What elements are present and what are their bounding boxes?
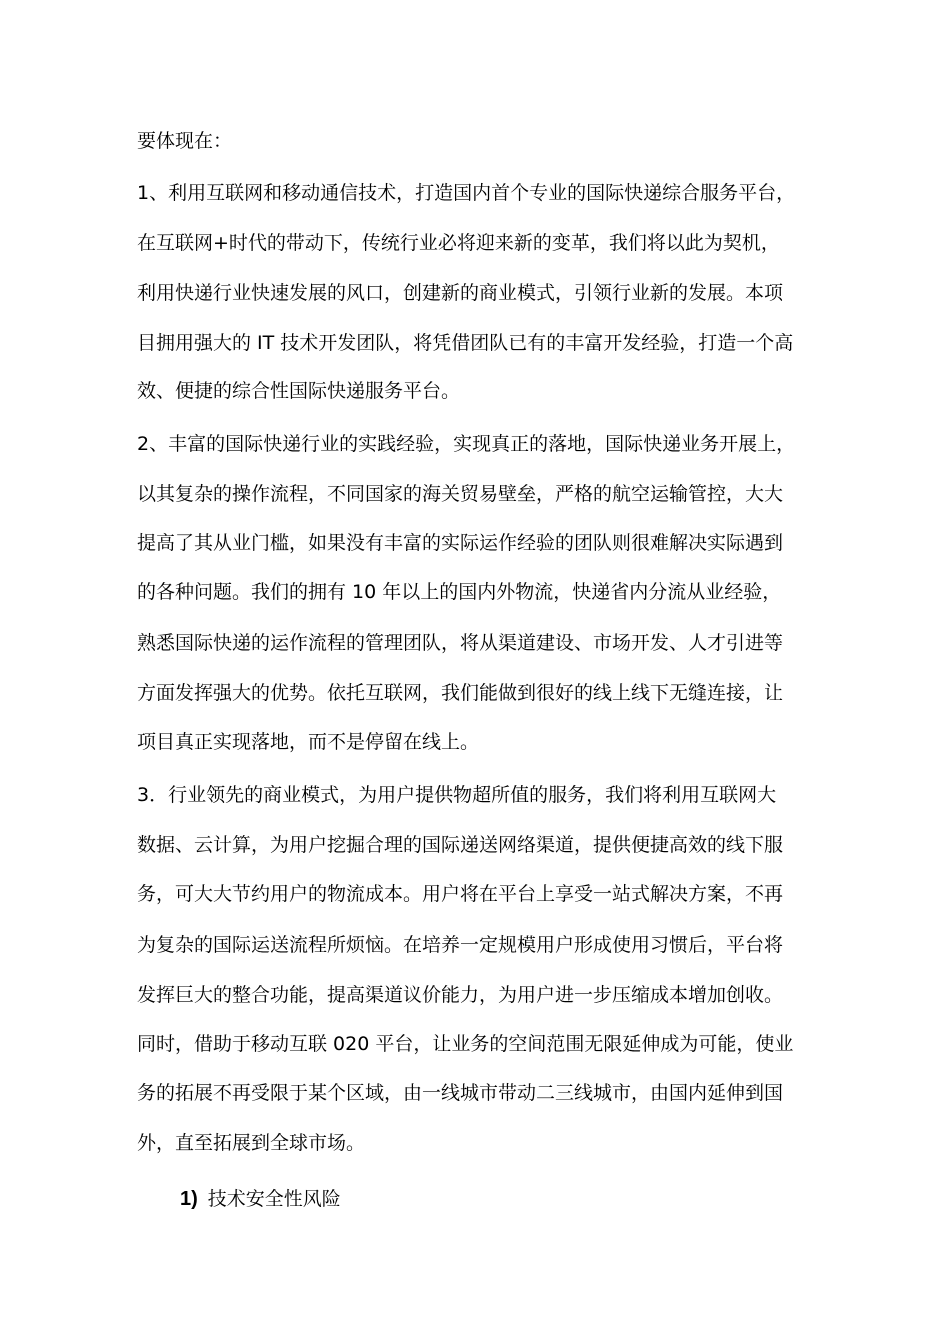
paragraph-2-line-5: 熟悉国际快递的运作流程的管理团队，将从渠道建设、市场开发、人才引进等 [137,632,784,654]
paragraph-1-line-5: 效、便捷的综合性国际快递服务平台。 [137,380,461,402]
paragraph-2-line-2: 以其复杂的操作流程，不同国家的海关贸易壁垒，严格的航空运输管控，大大 [137,483,784,505]
paragraph-2-line-7: 项目真正实现落地，而不是停留在线上。 [137,731,480,753]
paragraph-3-line-8: 外，直至拓展到全球市场。 [137,1132,366,1154]
paragraph-2-line-6: 方面发挥强大的优势。依托互联网，我们能做到很好的线上线下无缝连接，让 [137,682,784,704]
paragraph-3-line-7: 务的拓展不再受限于某个区域，由一线城市带动二三线城市，由国内延伸到国 [137,1082,784,1104]
paragraph-1-line-3: 利用快递行业快速发展的风口，创建新的商业模式，引领行业新的发展。本项 [137,282,784,304]
section-heading [180,1186,341,1212]
section-heading-number: 1) [180,1188,198,1210]
paragraph-3-line-1: 3．行业领先的商业模式，为用户提供物超所值的服务，我们将利用互联网大 [137,784,777,806]
intro-line: 要体现在： [137,130,233,152]
section-heading-title: 技术安全性风险 [207,1188,341,1210]
paragraph-3-line-4: 为复杂的国际运送流程所烦恼。在培养一定规模用户形成使用习惯后，平台将 [137,934,784,956]
paragraph-3-line-5: 发挥巨大的整合功能，提高渠道议价能力，为用户进一步压缩成本增加创收。 [137,984,784,1006]
paragraph-3-line-3: 务，可大大节约用户的物流成本。用户将在平台上享受一站式解决方案，不再 [137,883,784,905]
paragraph-2-line-3: 提高了其从业门槛，如果没有丰富的实际运作经验的团队则很难解决实际遇到 [137,532,784,554]
paragraph-1-line-4: 目拥用强大的 IT 技术开发团队，将凭借团队已有的丰富开发经验，打造一个高 [137,332,794,354]
paragraph-2-line-4: 的各种问题。我们的拥有 10 年以上的国内外物流，快递省内分流从业经验， [137,581,782,603]
paragraph-2-line-1: 2、丰富的国际快递行业的实践经验，实现真正的落地，国际快递业务开展上， [137,433,796,455]
paragraph-3-line-6: 同时，借助于移动互联 020 平台，让业务的空间范围无限延伸成为可能，使业 [137,1033,794,1055]
paragraph-3-line-2: 数据、云计算，为用户挖掘合理的国际递送网络渠道，提供便捷高效的线下服 [137,834,784,856]
paragraph-1-line-1: 1、利用互联网和移动通信技术，打造国内首个专业的国际快递综合服务平台， [137,182,796,204]
paragraph-1-line-2: 在互联网+时代的带动下，传统行业必将迎来新的变革，我们将以此为契机， [137,232,780,254]
